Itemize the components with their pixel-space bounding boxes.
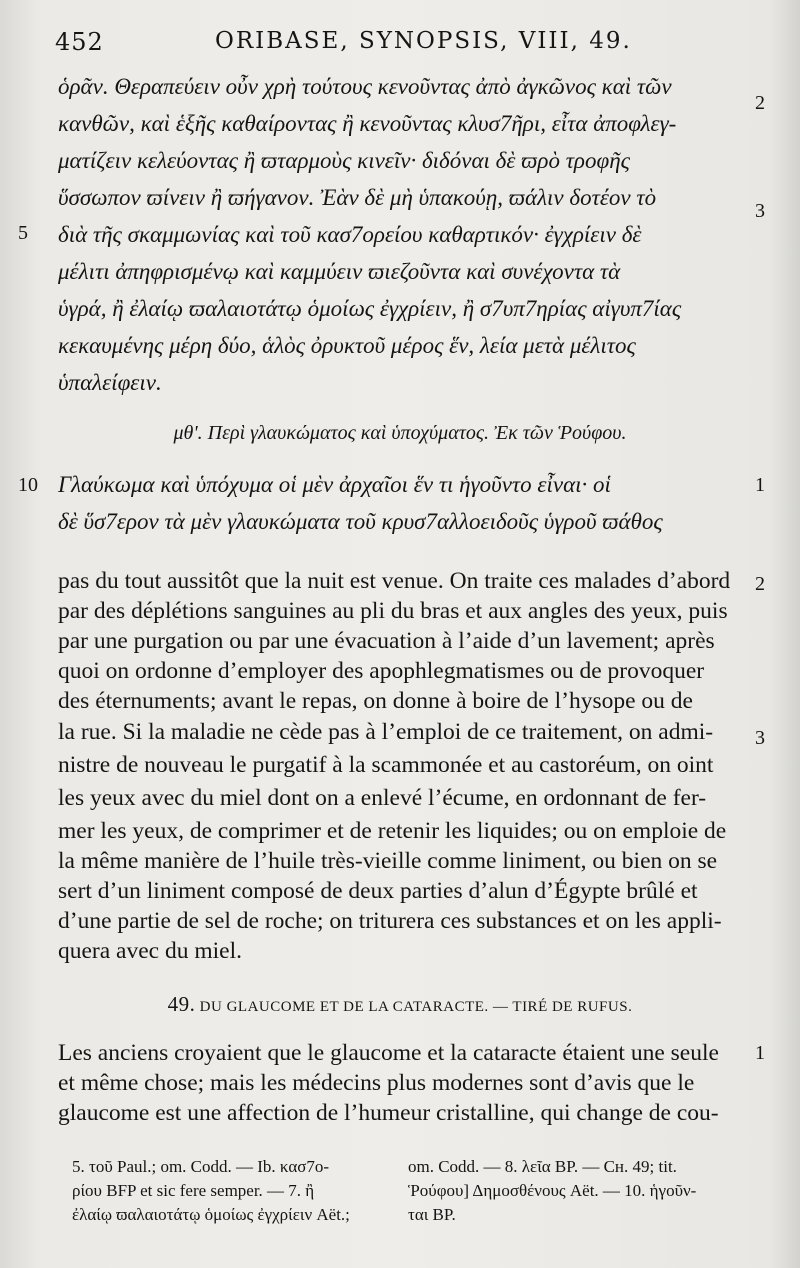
footnote-line: ρίου BFP et sic fere semper. — 7. ἢ: [72, 1181, 315, 1200]
french-line: par des déplétions sanguines au pli du bras et aux angles des yeux, puis: [58, 598, 728, 624]
greek-line: μέλιτι ἀπηφρισμένῳ καὶ καμμύειν ϖιεζοῦντα καὶ συνέχοντα τὰ: [58, 259, 621, 284]
french-section-heading: [0, 992, 800, 1017]
greek-line: ὑγρά, ἢ ἐλαίῳ ϖαλαιοτάτῳ ὁμοίως ἐγχρίειν, ἢ σ7υπ7ηρίας αἰγυπ7ίας: [58, 296, 682, 321]
french-line: des éternuments; avant le repas, on donne à boire de l’hysope ou de: [58, 688, 693, 714]
french-line: Les anciens croyaient que le glaucome et la cataracte étaient une seule: [58, 1040, 719, 1066]
margin-number: 3: [755, 200, 765, 222]
greek-line: ὁρᾶν. Θεραπεύειν οὖν χρὴ τούτους κενοῦντας ἀπὸ ἀγκῶνος καὶ τῶν: [58, 74, 672, 99]
margin-number: 3: [755, 727, 765, 749]
footnotes-left: [72, 1155, 402, 1227]
greek-line: κανθῶν, καὶ ἑξῆς καθαίροντας ἢ κενοῦντας κλυσ7ῆρι, εἶτα ἀποφλεγ-: [58, 111, 677, 136]
page-header: [55, 28, 745, 62]
footnote-line: om. Codd. — 8. λεῖα BP. — Cʜ. 49; tit.: [408, 1157, 677, 1176]
french-line: d’une partie de sel de roche; on triturera ces substances et on les appli-: [58, 908, 722, 934]
french-line: les yeux avec du miel dont on a enlevé l’écume, en ordonnant de fer-: [58, 785, 707, 811]
french-line: pas du tout aussitôt que la nuit est venue. On traite ces malades d’abord: [58, 568, 731, 594]
greek-line: διὰ τῆς σκαμμωνίας καὶ τοῦ κασ7ορείου καθαρτικόν· ἐγχρίειν δὲ: [58, 222, 642, 247]
french-line: et même chose; mais les médecins plus modernes sont d’avis que le: [58, 1070, 695, 1096]
line-number: 10: [18, 474, 38, 496]
greek-line: ὕσσωπον ϖίνειν ἢ ϖήγανον. Ἐὰν δὲ μὴ ὑπακούῃ, ϖάλιν δοτέον τὸ: [58, 185, 657, 210]
french-line: quera avec du miel.: [58, 938, 242, 964]
greek-line: δὲ ὕσ7ερον τὰ μὲν γλαυκώματα τοῦ κρυσ7αλλοειδοῦς ὑγροῦ ϖάθος: [58, 509, 663, 534]
greek-line: ὑπαλείφειν.: [58, 370, 162, 395]
footnote-line: ἐλαίῳ ϖαλαιοτάτῳ ὁμοίως ἐγχρίειν Aët.;: [72, 1205, 350, 1224]
french-line: mer les yeux, de comprimer et de retenir les liquides; ou on emploie de: [58, 818, 727, 844]
french-line: quoi on ordonne d’employer des apophlegmatismes ou de provoquer: [58, 658, 705, 684]
footnote-line: Ῥούφου] Δημοσθένους Aët. — 10. ἡγοῦν-: [408, 1181, 697, 1200]
section-title: DU GLAUCOME ET DE LA CATARACTE. — TIRÉ DE RUFUS.: [199, 999, 633, 1015]
footnotes-right: [408, 1155, 738, 1227]
section-number: 49.: [167, 992, 196, 1016]
greek-line: ματίζειν κελεύοντας ἢ ϖταρμοὺς κινεῖν· διδόναι δὲ ϖρὸ τροφῆς: [58, 148, 630, 173]
running-title: ORIBASE, SYNOPSIS, VIII, 49.: [215, 28, 632, 54]
margin-number: 1: [755, 1042, 765, 1064]
margin-number: 2: [755, 573, 765, 595]
line-number: 5: [18, 222, 28, 244]
french-line: sert d’un liniment composé de deux parties d’alun d’Égypte brûlé et: [58, 878, 698, 904]
french-line: nistre de nouveau le purgatif à la scammonée et au castoréum, on oint: [58, 752, 714, 778]
french-line: la même manière de l’huile très-vieille comme liniment, ou bien on se: [58, 848, 718, 874]
greek-line: κεκαυμένης μέρη δύο, ἁλὸς ὀρυκτοῦ μέρος ἕν, λεία μετὰ μέλιτος: [58, 333, 636, 358]
french-line: par une purgation ou par une évacuation à l’aide d’un lavement; après: [58, 628, 715, 654]
margin-number: 2: [755, 92, 765, 114]
page-number: 452: [55, 28, 104, 56]
greek-section-heading: μθ'. Περὶ γλαυκώματος καὶ ὑποχύματος. Ἐκ τῶν Ῥούφου.: [173, 422, 627, 444]
french-line: la rue. Si la maladie ne cède pas à l’emploi de ce traitement, on admi-: [58, 719, 714, 745]
french-line: glaucome est une affection de l’humeur cristalline, qui change de cou-: [58, 1100, 719, 1126]
footnote-line: ται BP.: [408, 1205, 456, 1224]
footnote-line: 5. τοῦ Paul.; om. Codd. — Ib. κασ7ο-: [72, 1157, 330, 1176]
margin-number: 1: [755, 474, 765, 496]
greek-line: Γλαύκωμα καὶ ὑπόχυμα οἱ μὲν ἀρχαῖοι ἕν τι ἡγοῦντο εἶναι· οἱ: [58, 472, 611, 497]
